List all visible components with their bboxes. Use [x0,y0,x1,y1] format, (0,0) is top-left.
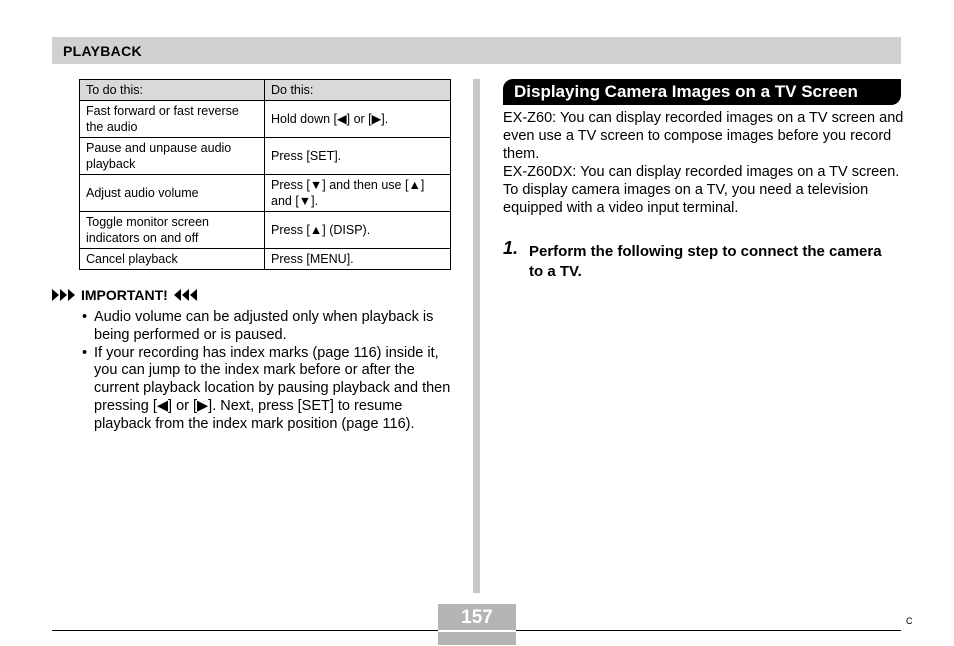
table-row [80,249,451,270]
important-arrows-icon [52,289,75,301]
table-row [80,175,451,212]
table-row [80,212,451,249]
section-title: Displaying Camera Images on a TV Screen [514,82,858,101]
step-number: 1. [503,238,519,258]
table-cell: Pause and unpause audio playback [80,138,265,175]
important-notes-list [80,309,452,434]
table-row [80,138,451,175]
page-number-box [438,604,516,645]
page-number: 157 [461,607,493,628]
table-header-cell: Do this: [265,80,451,101]
section-header-label: PLAYBACK [63,43,142,59]
table-header-row [80,80,451,101]
important-label: IMPORTANT! [81,287,168,303]
table-cell: Hold down [◀] or [▶]. [265,101,451,138]
paragraph: EX-Z60DX: You can display recorded images on a TV screen. To display camera images on a TV, you need a television equipped with a video input terminal. [503,164,900,216]
table-cell: Press [▲] (DISP). [265,212,451,249]
section-title-bar [503,79,901,105]
table-cell: Toggle monitor screen indicators on and off [80,212,265,249]
corner-mark: C [906,616,913,626]
section-header-bar [52,37,901,64]
important-heading [52,287,197,303]
operations-table [79,79,451,270]
section-body [503,109,905,217]
important-arrows-icon [174,289,197,301]
step-text: Perform the following step to connect the camera to a TV. [529,243,882,280]
table-cell: Cancel playback [80,249,265,270]
table-cell: Press [▼] and then use [▲] and [▼]. [265,175,451,212]
column-divider [473,79,480,593]
paragraph: EX-Z60: You can display recorded images on a TV screen and even use a TV screen to compose images before you record them. [503,110,904,162]
table-cell: Fast forward or fast reverse the audio [80,101,265,138]
table-cell: Press [MENU]. [265,249,451,270]
table-cell: Adjust audio volume [80,175,265,212]
list-item: • Audio volume can be adjusted only when playback is being performed or is paused. [80,309,452,345]
list-item: • If your recording has index marks (page 116) inside it, you can jump to the index mark before or after the current playback location by pausing playback and then pressing [◀] or [▶]. Next, press [SET] to resume playback from the index mark position (page 116). [80,345,452,434]
table-cell: Press [SET]. [265,138,451,175]
table-header-cell: To do this: [80,80,265,101]
table-row [80,101,451,138]
